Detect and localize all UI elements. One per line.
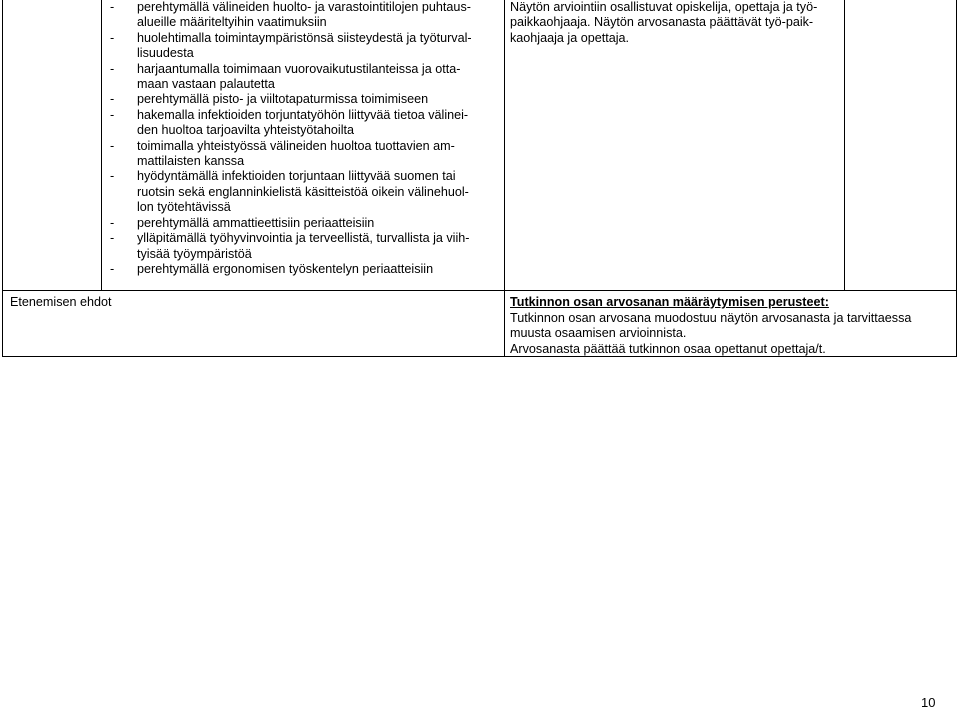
list-item (110, 231, 495, 262)
bullet-dash: - (110, 92, 115, 107)
list-item-line: perehtymällä ammattieettisiin periaatteisiin (137, 215, 375, 230)
criteria-list (110, 0, 495, 277)
bullet-dash: - (110, 30, 115, 45)
list-item (110, 262, 495, 277)
list-item (110, 169, 495, 215)
grade-basis-text (510, 311, 950, 357)
list-item-line: ruotsin sekä englanninkielistä käsitteistöä oikein välinehuol- (137, 184, 469, 199)
grade-line: Arvosanasta päättää tutkinnon osaa opettanut opettaja/t. (510, 341, 826, 356)
grade-line: Tutkinnon osan arvosana muodostuu näytön arvosanasta ja tarvittaessa (510, 311, 912, 325)
bullet-dash: - (110, 138, 115, 153)
table-column-divider-2 (504, 0, 505, 357)
grade-line: muusta osaamisen arvioinnista. (510, 326, 687, 341)
assessment-note (510, 0, 840, 46)
list-item-line: maan vastaan palautetta (137, 77, 275, 92)
bullet-dash: - (110, 169, 115, 184)
grade-paragraph (510, 311, 950, 342)
list-item-line: perehtymällä välineiden huolto- ja varastointitilojen puhtaus- (137, 0, 471, 14)
list-item-line: den huoltoa tarjoavilta yhteistyötahoilta (137, 123, 355, 138)
list-item-line: hakemalla infektioiden torjuntatyöhön liittyvää tietoa välinei- (137, 107, 469, 122)
bullet-dash: - (110, 215, 115, 230)
list-item (110, 216, 495, 231)
table-row-divider (2, 290, 957, 291)
list-item-line: tyisää työympäristöä (137, 246, 252, 261)
list-item-line: lon työtehtävissä (137, 200, 231, 215)
table-column-divider-3 (844, 0, 845, 290)
list-item-line: lisuudesta (137, 46, 194, 61)
bullet-dash: - (110, 0, 115, 14)
bullet-dash: - (110, 261, 115, 276)
list-item (110, 31, 495, 62)
list-item-line: toimimalla yhteistyössä välineiden huoltoa tuottavien am- (137, 138, 455, 153)
bullet-dash: - (110, 231, 115, 246)
table-left-border (2, 0, 3, 357)
list-item (110, 139, 495, 170)
bullet-dash: - (110, 107, 115, 122)
table-right-border (956, 0, 957, 357)
grade-paragraph (510, 342, 950, 357)
list-item (110, 108, 495, 139)
list-item-line: hyödyntämällä infektioiden torjuntaan liittyvää suomen tai (137, 169, 456, 184)
list-item-line: perehtymällä ergonomisen työskentelyn periaatteisiin (137, 261, 434, 276)
assessment-note-line: paikkaohjaaja. Näytön arvosanasta päättävät työ-paik- (510, 15, 814, 30)
list-item (110, 0, 495, 31)
table-column-divider-1 (101, 0, 102, 290)
list-item-line: huolehtimalla toimintaympäristönsä siisteydestä ja työturval- (137, 30, 472, 45)
list-item (110, 62, 495, 93)
grade-basis-heading: Tutkinnon osan arvosanan määräytymisen perusteet: (510, 295, 829, 309)
assessment-note-line: Näytön arviointiin osallistuvat opiskelija, opettaja ja työ- (510, 0, 818, 14)
list-item-line: perehtymällä pisto- ja viiltotapaturmissa toimimiseen (137, 92, 429, 107)
progress-conditions-label: Etenemisen ehdot (10, 295, 112, 309)
assessment-note-line: kaohjaaja ja opettaja. (510, 30, 630, 45)
list-item-line: alueille määriteltyihin vaatimuksiin (137, 15, 327, 30)
list-item-line: harjaantumalla toimimaan vuorovaikutustilanteissa ja otta- (137, 61, 461, 76)
list-item-line: ylläpitämällä työhyvinvointia ja terveellistä, turvallista ja viih- (137, 231, 470, 246)
list-item (110, 92, 495, 107)
page-number: 10 (921, 695, 936, 710)
list-item-line: mattilaisten kanssa (137, 154, 245, 169)
bullet-dash: - (110, 61, 115, 76)
